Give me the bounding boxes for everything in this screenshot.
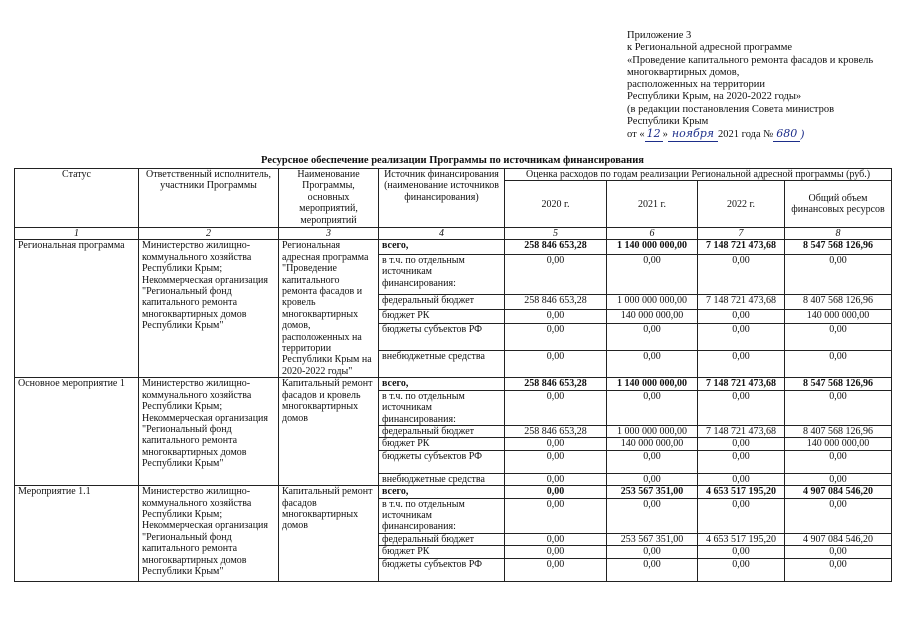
cell-amount-total: 8 547 568 126,96 bbox=[785, 240, 892, 254]
cell-amount-2021: 1 140 000 000,00 bbox=[607, 378, 698, 390]
cell-status: Региональная программа bbox=[15, 240, 139, 378]
cell-amount-2020: 0,00 bbox=[505, 350, 607, 378]
cell-funding-source: федеральный бюджет bbox=[379, 533, 505, 545]
cell-amount-2020: 0,00 bbox=[505, 309, 607, 323]
cell-amount-2021: 140 000 000,00 bbox=[607, 309, 698, 323]
header-line: «Проведение капитального ремонта фасадов и кровель bbox=[627, 54, 874, 66]
cell-amount-2020: 0,00 bbox=[505, 254, 607, 295]
column-number: 1 bbox=[15, 228, 139, 240]
cell-amount-2021: 0,00 bbox=[607, 558, 698, 581]
cell-executor: Министерство жилищно-коммунального хозяйства Республики Крым; Некоммерческая организация "Региональный фонд капитального ремонта многоквартирных домов Республики Крым" bbox=[139, 240, 279, 378]
appendix-header bbox=[627, 30, 897, 142]
cell-amount-2022: 0,00 bbox=[698, 498, 785, 533]
cell-amount-2022: 4 653 517 195,20 bbox=[698, 486, 785, 498]
header-line: (в редакции постановления Совета министров bbox=[627, 103, 835, 115]
cell-funding-source: в т.ч. по отдельным источникам финансирования: bbox=[379, 498, 505, 533]
header-line: Приложение 3 bbox=[627, 30, 692, 41]
cell-amount-total: 8 547 568 126,96 bbox=[785, 378, 892, 390]
cell-amount-total: 0,00 bbox=[785, 546, 892, 558]
decree-date-line bbox=[627, 128, 897, 141]
cell-amount-total: 8 407 568 126,96 bbox=[785, 425, 892, 437]
cell-amount-total: 0,00 bbox=[785, 390, 892, 425]
col-header-source: Источник финансирования (наименование источников финансирования) bbox=[379, 169, 505, 228]
cell-amount-2021: 0,00 bbox=[607, 254, 698, 295]
cell-amount-2021: 1 000 000 000,00 bbox=[607, 295, 698, 309]
column-number: 2 bbox=[139, 228, 279, 240]
header-line: Республики Крым, на 2020-2022 годы» bbox=[627, 91, 802, 103]
cell-amount-2022: 0,00 bbox=[698, 390, 785, 425]
cell-amount-2022: 0,00 bbox=[698, 254, 785, 295]
date-prefix: от « bbox=[627, 129, 645, 141]
cell-amount-2022: 4 653 517 195,20 bbox=[698, 533, 785, 545]
cell-amount-2022: 0,00 bbox=[698, 323, 785, 350]
cell-status: Мероприятие 1.1 bbox=[15, 486, 139, 581]
table-row bbox=[15, 240, 892, 254]
cell-amount-2020: 258 846 653,28 bbox=[505, 378, 607, 390]
cell-amount-2021: 0,00 bbox=[607, 390, 698, 425]
cell-amount-total: 0,00 bbox=[785, 498, 892, 533]
date-year: 2021 года № bbox=[718, 129, 774, 141]
cell-amount-2020: 0,00 bbox=[505, 473, 607, 485]
cell-amount-2020: 0,00 bbox=[505, 533, 607, 545]
col-header-2021: 2021 г. bbox=[607, 181, 698, 228]
cell-funding-source: бюджеты субъектов РФ bbox=[379, 558, 505, 581]
cell-funding-source: федеральный бюджет bbox=[379, 295, 505, 309]
col-header-2020: 2020 г. bbox=[505, 181, 607, 228]
cell-amount-2021: 0,00 bbox=[607, 473, 698, 485]
cell-funding-source: внебюджетные средства bbox=[379, 473, 505, 485]
cell-amount-total: 4 907 084 546,20 bbox=[785, 486, 892, 498]
date-mid: » bbox=[662, 129, 668, 141]
cell-funding-source: в т.ч. по отдельным источникам финансирования: bbox=[379, 390, 505, 425]
cell-amount-2022: 7 148 721 473,68 bbox=[698, 240, 785, 254]
header-line: расположенных на территории bbox=[627, 79, 765, 91]
cell-amount-2021: 1 140 000 000,00 bbox=[607, 240, 698, 254]
cell-amount-total: 140 000 000,00 bbox=[785, 438, 892, 450]
col-header-program: Наименование Программы, основных мероприятий, мероприятий bbox=[279, 169, 379, 228]
column-number: 8 bbox=[785, 228, 892, 240]
date-month: ноября bbox=[668, 128, 718, 141]
cell-amount-2021: 253 567 351,00 bbox=[607, 533, 698, 545]
cell-amount-2020: 0,00 bbox=[505, 498, 607, 533]
cell-status: Основное мероприятие 1 bbox=[15, 378, 139, 486]
cell-program: Региональная адресная программа "Проведение капитального ремонта фасадов и кровель многоквартирных домов, расположенных на территории Республики Крым на 2020-2022 годы" bbox=[279, 240, 379, 378]
cell-funding-source: бюджеты субъектов РФ bbox=[379, 323, 505, 350]
cell-funding-source: федеральный бюджет bbox=[379, 425, 505, 437]
cell-amount-total: 0,00 bbox=[785, 450, 892, 473]
cell-amount-2022: 7 148 721 473,68 bbox=[698, 295, 785, 309]
cell-funding-source: бюджет РК bbox=[379, 546, 505, 558]
cell-amount-2022: 7 148 721 473,68 bbox=[698, 378, 785, 390]
cell-amount-total: 0,00 bbox=[785, 558, 892, 581]
decree-number: 680 bbox=[773, 128, 800, 141]
date-day: 12 bbox=[646, 127, 661, 141]
header-line: многоквартирных домов, bbox=[627, 66, 740, 78]
cell-amount-2021: 0,00 bbox=[607, 546, 698, 558]
cell-amount-2021: 1 000 000 000,00 bbox=[607, 425, 698, 437]
column-number: 4 bbox=[379, 228, 505, 240]
col-header-total: Общий объем финансовых ресурсов bbox=[785, 181, 892, 228]
cell-executor: Министерство жилищно-коммунального хозяйства Республики Крым; Некоммерческая организация "Региональный фонд капитального ремонта многоквартирных домов Республики Крым" bbox=[139, 378, 279, 486]
cell-amount-2022: 0,00 bbox=[698, 438, 785, 450]
cell-amount-2020: 0,00 bbox=[505, 450, 607, 473]
cell-amount-total: 0,00 bbox=[785, 323, 892, 350]
cell-amount-total: 0,00 bbox=[785, 254, 892, 295]
column-number-row bbox=[15, 228, 892, 240]
cell-funding-source: бюджет РК bbox=[379, 438, 505, 450]
cell-amount-2020: 0,00 bbox=[505, 438, 607, 450]
cell-amount-total: 4 907 084 546,20 bbox=[785, 533, 892, 545]
cell-amount-2020: 258 846 653,28 bbox=[505, 240, 607, 254]
cell-amount-2021: 140 000 000,00 bbox=[607, 438, 698, 450]
col-header-executor: Ответственный исполнитель, участники Программы bbox=[139, 169, 279, 228]
cell-funding-source: всего, bbox=[379, 240, 505, 254]
column-number: 7 bbox=[698, 228, 785, 240]
header-line: Республики Крым bbox=[627, 116, 709, 128]
cell-amount-2022: 0,00 bbox=[698, 546, 785, 558]
header-row bbox=[15, 169, 892, 181]
cell-amount-2020: 0,00 bbox=[505, 390, 607, 425]
cell-amount-2020: 0,00 bbox=[505, 323, 607, 350]
cell-funding-source: бюджет РК bbox=[379, 309, 505, 323]
cell-amount-total: 140 000 000,00 bbox=[785, 309, 892, 323]
cell-amount-2021: 253 567 351,00 bbox=[607, 486, 698, 498]
cell-funding-source: внебюджетные средства bbox=[379, 350, 505, 378]
cell-amount-total: 0,00 bbox=[785, 473, 892, 485]
funding-table bbox=[14, 168, 892, 582]
col-header-status: Статус bbox=[15, 169, 139, 228]
cell-program: Капитальный ремонт фасадов многоквартирных домов bbox=[279, 486, 379, 581]
cell-amount-2020: 258 846 653,28 bbox=[505, 295, 607, 309]
cell-amount-2022: 0,00 bbox=[698, 450, 785, 473]
cell-amount-2021: 0,00 bbox=[607, 323, 698, 350]
table-row bbox=[15, 486, 892, 498]
cell-funding-source: всего, bbox=[379, 486, 505, 498]
date-suffix: ) bbox=[800, 128, 805, 142]
column-number: 6 bbox=[607, 228, 698, 240]
table-row bbox=[15, 378, 892, 390]
cell-amount-2021: 0,00 bbox=[607, 450, 698, 473]
col-header-estimate: Оценка расходов по годам реализации Региональной адресной программы (руб.) bbox=[505, 169, 892, 181]
cell-funding-source: в т.ч. по отдельным источникам финансирования: bbox=[379, 254, 505, 295]
cell-amount-2022: 0,00 bbox=[698, 473, 785, 485]
cell-amount-2022: 0,00 bbox=[698, 309, 785, 323]
document-title: Ресурсное обеспечение реализации Программы по источникам финансирования bbox=[261, 155, 644, 166]
cell-program: Капитальный ремонт фасадов и кровель многоквартирных домов bbox=[279, 378, 379, 486]
cell-amount-2022: 7 148 721 473,68 bbox=[698, 425, 785, 437]
cell-funding-source: бюджеты субъектов РФ bbox=[379, 450, 505, 473]
cell-amount-2022: 0,00 bbox=[698, 350, 785, 378]
cell-amount-2020: 258 846 653,28 bbox=[505, 425, 607, 437]
cell-amount-2022: 0,00 bbox=[698, 558, 785, 581]
column-number: 5 bbox=[505, 228, 607, 240]
cell-amount-2020: 0,00 bbox=[505, 486, 607, 498]
cell-executor: Министерство жилищно-коммунального хозяйства Республики Крым; Некоммерческая организация "Региональный фонд капитального ремонта многоквартирных домов Республики Крым" bbox=[139, 486, 279, 581]
cell-amount-total: 8 407 568 126,96 bbox=[785, 295, 892, 309]
cell-amount-2020: 0,00 bbox=[505, 558, 607, 581]
cell-funding-source: всего, bbox=[379, 378, 505, 390]
cell-amount-total: 0,00 bbox=[785, 350, 892, 378]
header-line: к Региональной адресной программе bbox=[627, 42, 793, 54]
cell-amount-2021: 0,00 bbox=[607, 350, 698, 378]
column-number: 3 bbox=[279, 228, 379, 240]
cell-amount-2021: 0,00 bbox=[607, 498, 698, 533]
col-header-2022: 2022 г. bbox=[698, 181, 785, 228]
cell-amount-2020: 0,00 bbox=[505, 546, 607, 558]
